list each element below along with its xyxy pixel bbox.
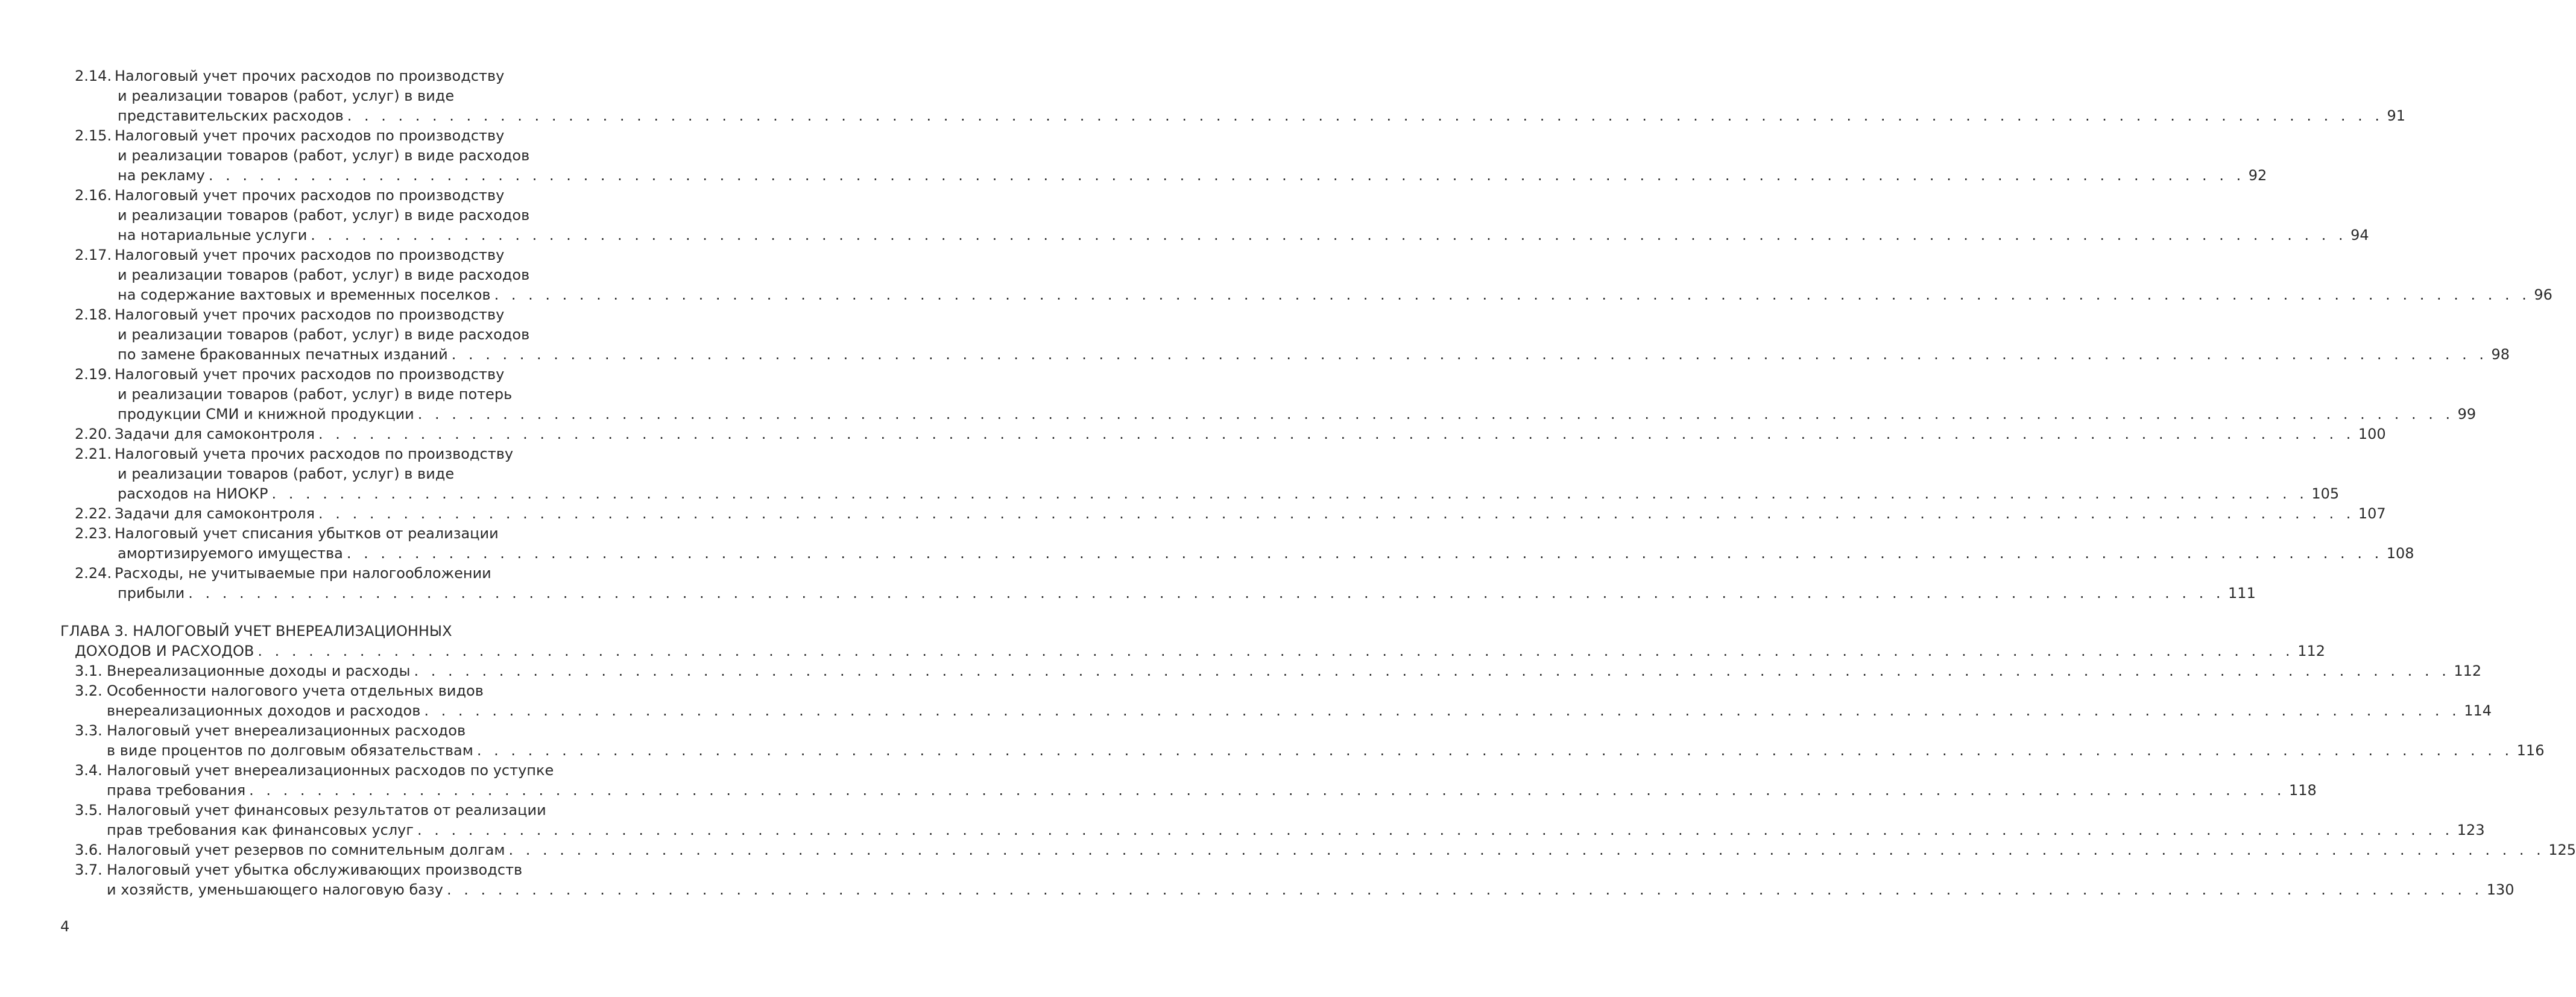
dot-leader: . . . . . . . . . . . . . . . . . . . . . . . . . . . . . . . . . . . . . . . . . . . . . . . . . . . . . . . . . . . . . . . . . . . . . . . . . . . . . . . . . . . . . . . . . . . . . . . . . . . . . . . . . . . . . . . . . . . . . . . . [451,346,2488,363]
toc-entry-title: расходов на НИОКР [118,485,268,502]
toc-leader-row [118,345,2510,365]
toc-entry-number: 2.20. [75,426,112,442]
toc-entry-title: и реализации товаров (работ, услуг) в виде расходов [118,266,530,283]
toc-entry-title: Налоговый учет финансовых результатов от реализации [107,802,546,819]
toc-line [0,583,2256,603]
toc-entry-title: и реализации товаров (работ, услуг) в виде [118,465,455,482]
toc-leader-row [118,484,2340,504]
toc-line [0,126,665,146]
toc-entry-title: Особенности налогового учета отдельных видов [107,682,484,699]
dot-leader: . . . . . . . . . . . . . . . . . . . . . . . . . . . . . . . . . . . . . . . . . . . . . . . . . . . . . . . . . . . . . . . . . . . . . . . . . . . . . . . . . . . . . . . . . . . . . . . . . . . . . . . . . . . . . . . . . . . . . . . . [311,227,2347,244]
toc-line [0,325,665,345]
toc-entry-title: и реализации товаров (работ, услуг) в виде [118,87,455,104]
toc-entry-title: Налоговый учета прочих расходов по производству [115,445,514,462]
toc-line [0,404,2477,424]
toc-entry-number: 3.4. [75,762,103,779]
toc-line [0,761,665,781]
toc-entry-title: на нотариальные услуги [118,227,308,244]
toc-line [0,504,2386,524]
toc-line [0,880,2514,900]
toc-line [0,820,2485,840]
dot-leader: . . . . . . . . . . . . . . . . . . . . . . . . . . . . . . . . . . . . . . . . . . . . . . . . . . . . . . . . . . . . . . . . . . . . . . . . . . . . . . . . . . . . . . . . . . . . . . . . . . . . . . . . . . . . . . . . . . . . . . . . [414,662,2451,679]
toc-page-number: 116 [2516,742,2545,759]
toc-entry-title: ГЛАВА 3. НАЛОГОВЫЙ УЧЕТ ВНЕРЕАЛИЗАЦИОННЫХ [60,623,452,640]
toc-line [0,661,2482,681]
toc-page-number: 130 [2486,881,2514,898]
toc-entry-title: Налоговый учет внереализационных расходов по уступке [107,762,554,779]
toc-line [0,146,665,166]
toc-leader-row [107,880,2514,900]
toc-line [0,424,2386,444]
toc-entry-title: и реализации товаров (работ, услуг) в виде расходов [118,207,530,224]
toc-line [0,840,2576,860]
toc-line [0,860,665,880]
toc-entry-number: 2.19. [75,366,112,383]
toc-page-number: 92 [2248,167,2267,184]
toc-line [0,564,665,583]
dot-leader: . . . . . . . . . . . . . . . . . . . . . . . . . . . . . . . . . . . . . . . . . . . . . . . . . . . . . . . . . . . . . . . . . . . . . . . . . . . . . . . . . . . . . . . . . . . . . . . . . . . . . . . . . . . . . . . . . . . . . . . . [318,426,2355,442]
toc-line [0,524,665,544]
toc-entry-title: Внереализационные доходы и расходы [107,662,411,679]
toc-line [0,86,665,106]
toc-line [0,106,2406,126]
toc-leader-row [118,404,2477,424]
toc-entry-title: представительских расходов [118,107,344,124]
toc-line [0,444,665,464]
toc-entry-title: Налоговый учет прочих расходов по производству [115,247,505,263]
toc-entry-title: Расходы, не учитываемые при налогообложении [115,565,491,582]
toc-page-number: 94 [2350,227,2369,244]
dot-leader: . . . . . . . . . . . . . . . . . . . . . . . . . . . . . . . . . . . . . . . . . . . . . . . . . . . . . . . . . . . . . . . . . . . . . . . . . . . . . . . . . . . . . . . . . . . . . . . . . . . . . . . . . . . . . . . . . . . . . . . . [271,485,2308,502]
toc-line [0,721,665,741]
toc-entry-number: 3.2. [75,682,103,699]
toc-entry-title: права требования [107,782,246,799]
toc-line [0,265,665,285]
toc-leader-row [107,781,2317,800]
toc-line [0,701,2492,721]
toc-leader-row [107,741,2545,761]
toc-line [0,285,2552,305]
toc-entry-title: Налоговый учет прочих расходов по производству [115,187,505,204]
toc-entry-number: 2.14. [75,68,112,84]
dot-leader: . . . . . . . . . . . . . . . . . . . . . . . . . . . . . . . . . . . . . . . . . . . . . . . . . . . . . . . . . . . . . . . . . . . . . . . . . . . . . . . . . . . . . . . . . . . . . . . . . . . . . . . . . . . . . . . . . . . . . . . . [257,643,2294,659]
toc-line [0,681,665,701]
toc-entry-number: 3.1. [75,662,103,679]
toc-line [0,345,2510,365]
toc-page-number: 111 [2228,585,2256,602]
toc-leader-row [118,225,2369,245]
toc-page-number: 96 [2534,286,2552,303]
toc-entry-title: прибыли [118,585,185,602]
dot-leader: . . . . . . . . . . . . . . . . . . . . . . . . . . . . . . . . . . . . . . . . . . . . . . . . . . . . . . . . . . . . . . . . . . . . . . . . . . . . . . . . . . . . . . . . . . . . . . . . . . . . . . . . . . . . . . . . . . . . . . . . [476,742,2513,759]
toc-page-number: 99 [2457,406,2477,423]
toc-leader-row [107,840,2576,860]
toc-entry-title: внереализационных доходов и расходов [107,702,421,719]
toc-entry-title: продукции СМИ и книжной продукции [118,406,414,423]
toc-entry-title: амортизируемого имущества [118,545,343,562]
toc-entry-title: в виде процентов по долговым обязательствам [107,742,473,759]
dot-leader: . . . . . . . . . . . . . . . . . . . . . . . . . . . . . . . . . . . . . . . . . . . . . . . . . . . . . . . . . . . . . . . . . . . . . . . . . . . . . . . . . . . . . . . . . . . . . . . . . . . . . . . . . . . . . . . . . . . . . . . . [249,782,2285,799]
toc-entry-number: 3.5. [75,802,103,819]
toc-entry-number: 2.24. [75,565,112,582]
toc-line [0,544,2414,564]
toc-entry-number: 3.3. [75,722,103,739]
toc-page-number: 123 [2457,822,2485,838]
toc-leader-row [75,641,2325,661]
toc-entry-number: 2.15. [75,127,112,144]
dot-leader: . . . . . . . . . . . . . . . . . . . . . . . . . . . . . . . . . . . . . . . . . . . . . . . . . . . . . . . . . . . . . . . . . . . . . . . . . . . . . . . . . . . . . . . . . . . . . . . . . . . . . . . . . . . . . . . . . . . . . . . . [417,822,2454,838]
toc-entry-title: и хозяйств, уменьшающего налоговую базу [107,881,443,898]
toc-page-number: 114 [2464,702,2492,719]
toc-line [0,464,665,484]
toc-page-number: 118 [2288,782,2317,799]
dot-leader: . . . . . . . . . . . . . . . . . . . . . . . . . . . . . . . . . . . . . . . . . . . . . . . . . . . . . . . . . . . . . . . . . . . . . . . . . . . . . . . . . . . . . . . . . . . . . . . . . . . . . . . . . . . . . . . . . . . . . . . . [188,585,2225,602]
toc-page-number: 107 [2358,505,2386,522]
toc-line [0,245,665,265]
toc-leader-row [118,285,2552,305]
toc-line [0,186,665,206]
toc-leader-row [107,820,2485,840]
toc-line [0,641,2325,661]
toc-page-number: 108 [2386,545,2414,562]
toc-leader-row [118,544,2414,564]
toc-line [0,225,2369,245]
toc-leader-row [107,661,2482,681]
toc-leader-row [118,583,2256,603]
dot-leader: . . . . . . . . . . . . . . . . . . . . . . . . . . . . . . . . . . . . . . . . . . . . . . . . . . . . . . . . . . . . . . . . . . . . . . . . . . . . . . . . . . . . . . . . . . . . . . . . . . . . . . . . . . . . . . . . . . . . . . . . [494,286,2531,303]
toc-line [0,484,2340,504]
toc-line [0,305,665,325]
toc-line [0,781,2317,800]
toc-entry-number: 2.22. [75,505,112,522]
toc-line [0,206,665,225]
toc-entry-number: 3.6. [75,841,103,858]
dot-leader: . . . . . . . . . . . . . . . . . . . . . . . . . . . . . . . . . . . . . . . . . . . . . . . . . . . . . . . . . . . . . . . . . . . . . . . . . . . . . . . . . . . . . . . . . . . . . . . . . . . . . . . . . . . . . . . . . . . . . . . . [346,545,2383,562]
toc-entry-title: Налоговый учет прочих расходов по производству [115,306,505,323]
toc-entry-title: Налоговый учет внереализационных расходов [107,722,466,739]
toc-line [0,66,665,86]
toc-page-number: 112 [2297,643,2325,659]
toc-entry-title: Налоговый учет резервов по сомнительным долгам [107,841,505,858]
toc-page-number: 98 [2491,346,2510,363]
toc-leader-row [115,504,2386,524]
toc-entry-number: 2.17. [75,247,112,263]
section-gap [0,603,665,621]
toc-entry-title: по замене бракованных печатных изданий [118,346,448,363]
toc-page-number: 112 [2454,662,2482,679]
dot-leader: . . . . . . . . . . . . . . . . . . . . . . . . . . . . . . . . . . . . . . . . . . . . . . . . . . . . . . . . . . . . . . . . . . . . . . . . . . . . . . . . . . . . . . . . . . . . . . . . . . . . . . . . . . . . . . . . . . . . . . . . [417,406,2454,423]
toc-line [0,365,665,385]
toc-entry-title: и реализации товаров (работ, услуг) в виде расходов [118,326,530,343]
toc-entry-title: и реализации товаров (работ, услуг) в виде расходов [118,147,530,164]
toc-entry-title: Налоговый учет прочих расходов по производству [115,68,505,84]
toc-leader-row [107,701,2492,721]
toc-entry-title: Задачи для самоконтроля [115,426,315,442]
dot-leader: . . . . . . . . . . . . . . . . . . . . . . . . . . . . . . . . . . . . . . . . . . . . . . . . . . . . . . . . . . . . . . . . . . . . . . . . . . . . . . . . . . . . . . . . . . . . . . . . . . . . . . . . . . . . . . . . . . . . . . . . [446,881,2483,898]
toc-page-number: 105 [2311,485,2340,502]
toc-entry-number: 2.18. [75,306,112,323]
dot-leader: . . . . . . . . . . . . . . . . . . . . . . . . . . . . . . . . . . . . . . . . . . . . . . . . . . . . . . . . . . . . . . . . . . . . . . . . . . . . . . . . . . . . . . . . . . . . . . . . . . . . . . . . . . . . . . . . . . . . . . . . [347,107,2384,124]
toc-entry-title: Налоговый учет списания убытков от реализации [115,525,499,542]
toc-entry-title: Налоговый учет убытка обслуживающих производств [107,861,523,878]
table-of-contents [0,66,2576,900]
toc-entry-title: прав требования как финансовых услуг [107,822,414,838]
dot-leader: . . . . . . . . . . . . . . . . . . . . . . . . . . . . . . . . . . . . . . . . . . . . . . . . . . . . . . . . . . . . . . . . . . . . . . . . . . . . . . . . . . . . . . . . . . . . . . . . . . . . . . . . . . . . . . . . . . . . . . . . [208,167,2245,184]
toc-page-number: 100 [2358,426,2386,442]
toc-entry-number: 2.23. [75,525,112,542]
toc-entry-title: Налоговый учет прочих расходов по производству [115,366,505,383]
dot-leader: . . . . . . . . . . . . . . . . . . . . . . . . . . . . . . . . . . . . . . . . . . . . . . . . . . . . . . . . . . . . . . . . . . . . . . . . . . . . . . . . . . . . . . . . . . . . . . . . . . . . . . . . . . . . . . . . . . . . . . . . [424,702,2461,719]
toc-leader-row [115,424,2386,444]
toc-line [0,385,665,404]
toc-entry-title: ДОХОДОВ И РАСХОДОВ [75,643,254,659]
toc-entry-title: на содержание вахтовых и временных поселков [118,286,491,303]
dot-leader: . . . . . . . . . . . . . . . . . . . . . . . . . . . . . . . . . . . . . . . . . . . . . . . . . . . . . . . . . . . . . . . . . . . . . . . . . . . . . . . . . . . . . . . . . . . . . . . . . . . . . . . . . . . . . . . . . . . . . . . . [508,841,2545,858]
toc-entry-number: 2.21. [75,445,112,462]
toc-entry-title: и реализации товаров (работ, услуг) в виде потерь [118,386,513,403]
toc-page-number: 125 [2548,841,2576,858]
toc-line [0,741,2545,761]
toc-entry-title: на рекламу [118,167,205,184]
toc-page-number: 91 [2387,107,2406,124]
toc-line [0,800,665,820]
toc-entry-number: 2.16. [75,187,112,204]
toc-line [0,621,665,641]
toc-leader-row [118,166,2267,186]
toc-leader-row [118,106,2406,126]
toc-entry-title: Налоговый учет прочих расходов по производству [115,127,505,144]
page-number: 4 [60,918,70,935]
toc-entry-number: 3.7. [75,861,103,878]
toc-line [0,166,2267,186]
toc-entry-title: Задачи для самоконтроля [115,505,315,522]
dot-leader: . . . . . . . . . . . . . . . . . . . . . . . . . . . . . . . . . . . . . . . . . . . . . . . . . . . . . . . . . . . . . . . . . . . . . . . . . . . . . . . . . . . . . . . . . . . . . . . . . . . . . . . . . . . . . . . . . . . . . . . . [318,505,2355,522]
